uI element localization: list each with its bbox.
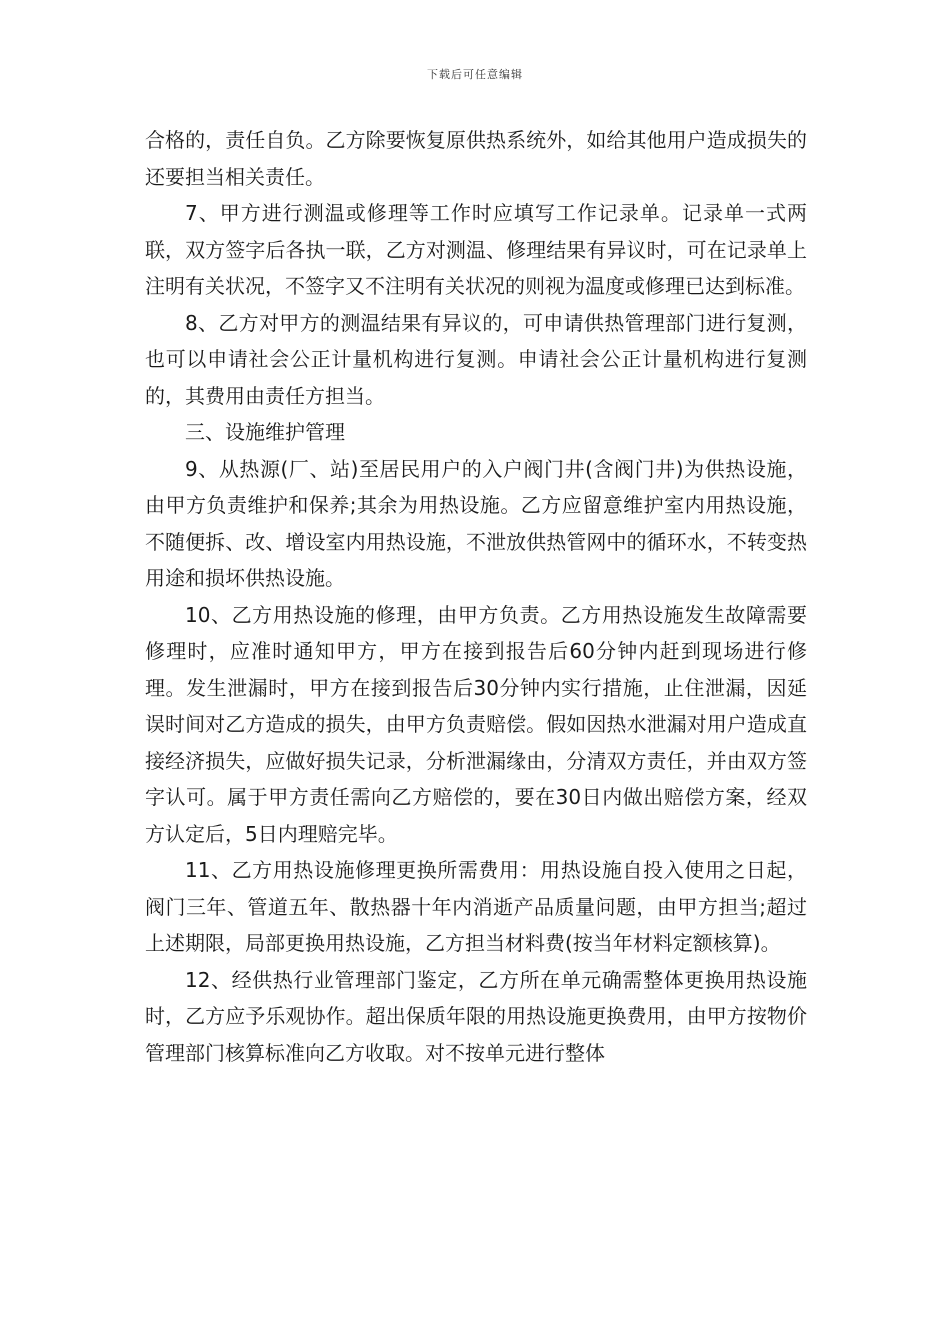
- section-heading-facility-maintenance: 三、设施维护管理: [185, 420, 345, 444]
- paragraph-clause-9: 9、从热源(厂、站)至居民用户的入户阀门井(含阀门井)为供热设施，由甲方负责维护和保养;其余为用热设施。乙方应留意维护室内用热设施，不随便拆、改、增设室内用热设施，不泄放供热管网中的循环水，不转变热用途和损坏供热设施。: [145, 456, 807, 590]
- paragraph-clause-12: 12、经供热行业管理部门鉴定，乙方所在单元确需整体更换用热设施时，乙方应予乐观协作。超出保质年限的用热设施更换费用，由甲方按物价管理部门核算标准向乙方收取。对不按单元进行整体: [145, 967, 807, 1065]
- document-body: [145, 122, 807, 1071]
- page-header: 下载后可任意编辑: [427, 68, 523, 81]
- paragraph-clause-10: 10、乙方用热设施的修理，由甲方负责。乙方用热设施发生故障需要修理时，应准时通知甲方，甲方在接到报告后60分钟内赶到现场进行修理。发生泄漏时，甲方在接到报告后30分钟内实行措施，止住泄漏，因延误时间对乙方造成的损失，由甲方负责赔偿。假如因热水泄漏对用户造成直接经济损失，应做好损失记录，分析泄漏缘由，分清双方责任，并由双方签字认可。属于甲方责任需向乙方赔偿的，要在30日内做出赔偿方案，经双方认定后，5日内理赔完毕。: [145, 602, 807, 846]
- paragraph-continuation: 合格的，责任自负。乙方除要恢复原供热系统外，如给其他用户造成损失的还要担当相关责任。: [145, 128, 807, 189]
- paragraph-clause-8: 8、乙方对甲方的测温结果有异议的，可申请供热管理部门进行复测，也可以申请社会公正计量机构进行复测。申请社会公正计量机构进行复测的，其费用由责任方担当。: [145, 310, 807, 408]
- paragraph-clause-7: 7、甲方进行测温或修理等工作时应填写工作记录单。记录单一式两联，双方签字后各执一联，乙方对测温、修理结果有异议时，可在记录单上注明有关状况，不签字又不注明有关状况的则视为温度或修理已达到标准。: [145, 201, 807, 298]
- paragraph-clause-11: 11、乙方用热设施修理更换所需费用：用热设施自投入使用之日起，阀门三年、管道五年、散热器十年内消逝产品质量问题，由甲方担当;超过上述期限，局部更换用热设施，乙方担当材料费(按当年材料定额核算)。: [145, 858, 807, 955]
